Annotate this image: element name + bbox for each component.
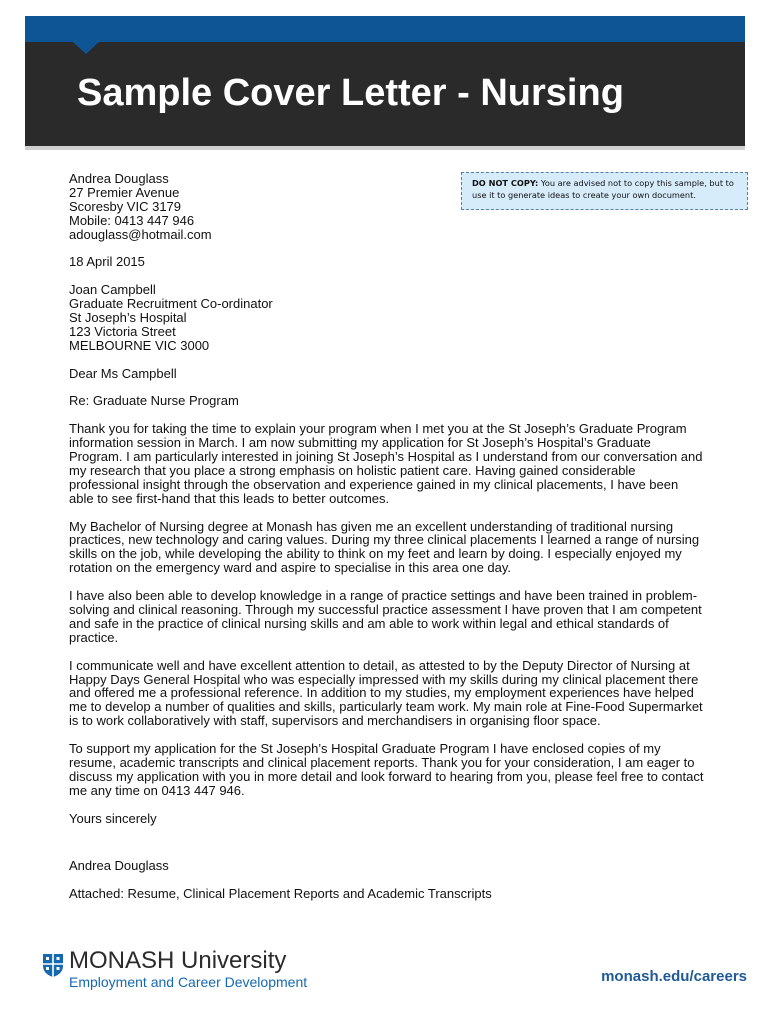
closing: Yours sincerely (69, 810, 157, 826)
recipient-address (69, 283, 705, 353)
signature-name: Andrea Douglass (69, 858, 169, 874)
header-shadow (25, 146, 745, 150)
brand-subtitle: Employment and Career Development (69, 974, 308, 990)
paragraph-communication: I communicate well and have excellent attention to detail, as attested to by the Deputy Director of Nursing at Happy Days General Hospital who was especially impressed with my skills during my clinical placement there and offered me a professional reference. In addition to my studies, my employment experiences have helped me to develop a number of qualities and skills, particularly team work. My main role at Fine-Food Supermarket is to work collaboratively with staff, supervisors and merchandisers in organising floor space. (69, 657, 703, 729)
paragraph-degree: My Bachelor of Nursing degree at Monash has given me an excellent understanding of traditional nursing practices, new technology and caring values. During my three clinical placements I learned a range of nursing skills on the job, while developing the ability to think on my feet and learn by doing. I especially enjoyed my rotation on the emergency ward and aspire to specialise in this area one day. (69, 518, 700, 576)
notice-text: You are advised not to copy this sample, but to use it to generate ideas to create your own document. (472, 178, 734, 200)
recipient-name: Joan Campbell (69, 282, 156, 298)
brand-suffix: University (174, 947, 287, 974)
notice-label: DO NOT COPY: (472, 178, 539, 188)
sender-street: 27 Premier Avenue (69, 184, 180, 200)
header-accent-stripe (25, 16, 745, 42)
page-title: Sample Cover Letter - Nursing (77, 72, 624, 114)
recipient-city: MELBOURNE VIC 3000 (69, 337, 210, 353)
recipient-street: 123 Victoria Street (69, 323, 176, 339)
header-notch (73, 42, 99, 54)
signature-space (69, 839, 705, 859)
attachments-line: Attached: Resume, Clinical Placement Reports and Academic Transcripts (69, 886, 492, 902)
recipient-organisation: St Joseph’s Hospital (69, 310, 187, 326)
paragraph-knowledge: I have also been able to develop knowledge in a range of practice settings and have been trained in problem-solving and clinical reasoning. Through my successful practice assessment I have proven that I am competent and safe in the practice of clinical nursing skills and am able to work within legal and ethical standards of practice. (69, 588, 702, 645)
monash-crest-icon (41, 952, 65, 978)
sender-suburb: Scoresby VIC 3179 (69, 198, 182, 214)
letter-body (69, 172, 705, 915)
sender-mobile: Mobile: 0413 447 946 (69, 212, 195, 228)
sender-name: Andrea Douglass (69, 171, 169, 186)
recipient-title: Graduate Recruitment Co-ordinator (69, 296, 273, 312)
brand-name: MONASH (69, 947, 175, 974)
sender-address (69, 172, 705, 242)
paragraph-intro: Thank you for taking the time to explain your program when I met you at the St Joseph’s Graduate Program information session in March. I am now submitting my application for St Joseph’s Hospital’s Graduate Program. I am particularly interested in joining St Joseph’s Hospital as I understand from our conversation and my research that you place a strong emphasis on holistic patient care. Having gained considerable professional insight through the observation and experience gained in my clinical placements, I have been able to see first-hand that this leads to better outcomes. (69, 421, 703, 506)
salutation: Dear Ms Campbell (69, 365, 177, 381)
sender-email: adouglass@hotmail.com (69, 226, 212, 242)
subject-line: Re: Graduate Nurse Program (69, 393, 239, 409)
brand-wordmark (69, 947, 286, 975)
careers-link[interactable]: monash.edu/careers (601, 968, 747, 985)
paragraph-support: To support my application for the St Joseph’s Hospital Graduate Program I have enclosed copies of my resume, academic transcripts and clinical placement reports. Thank you for your consideration, I am eager to discuss my application with you in more detail and look forward to hearing from you, please feel free to contact me any time on 0413 447 946. (69, 741, 704, 798)
letter-date: 18 April 2015 (69, 254, 145, 270)
